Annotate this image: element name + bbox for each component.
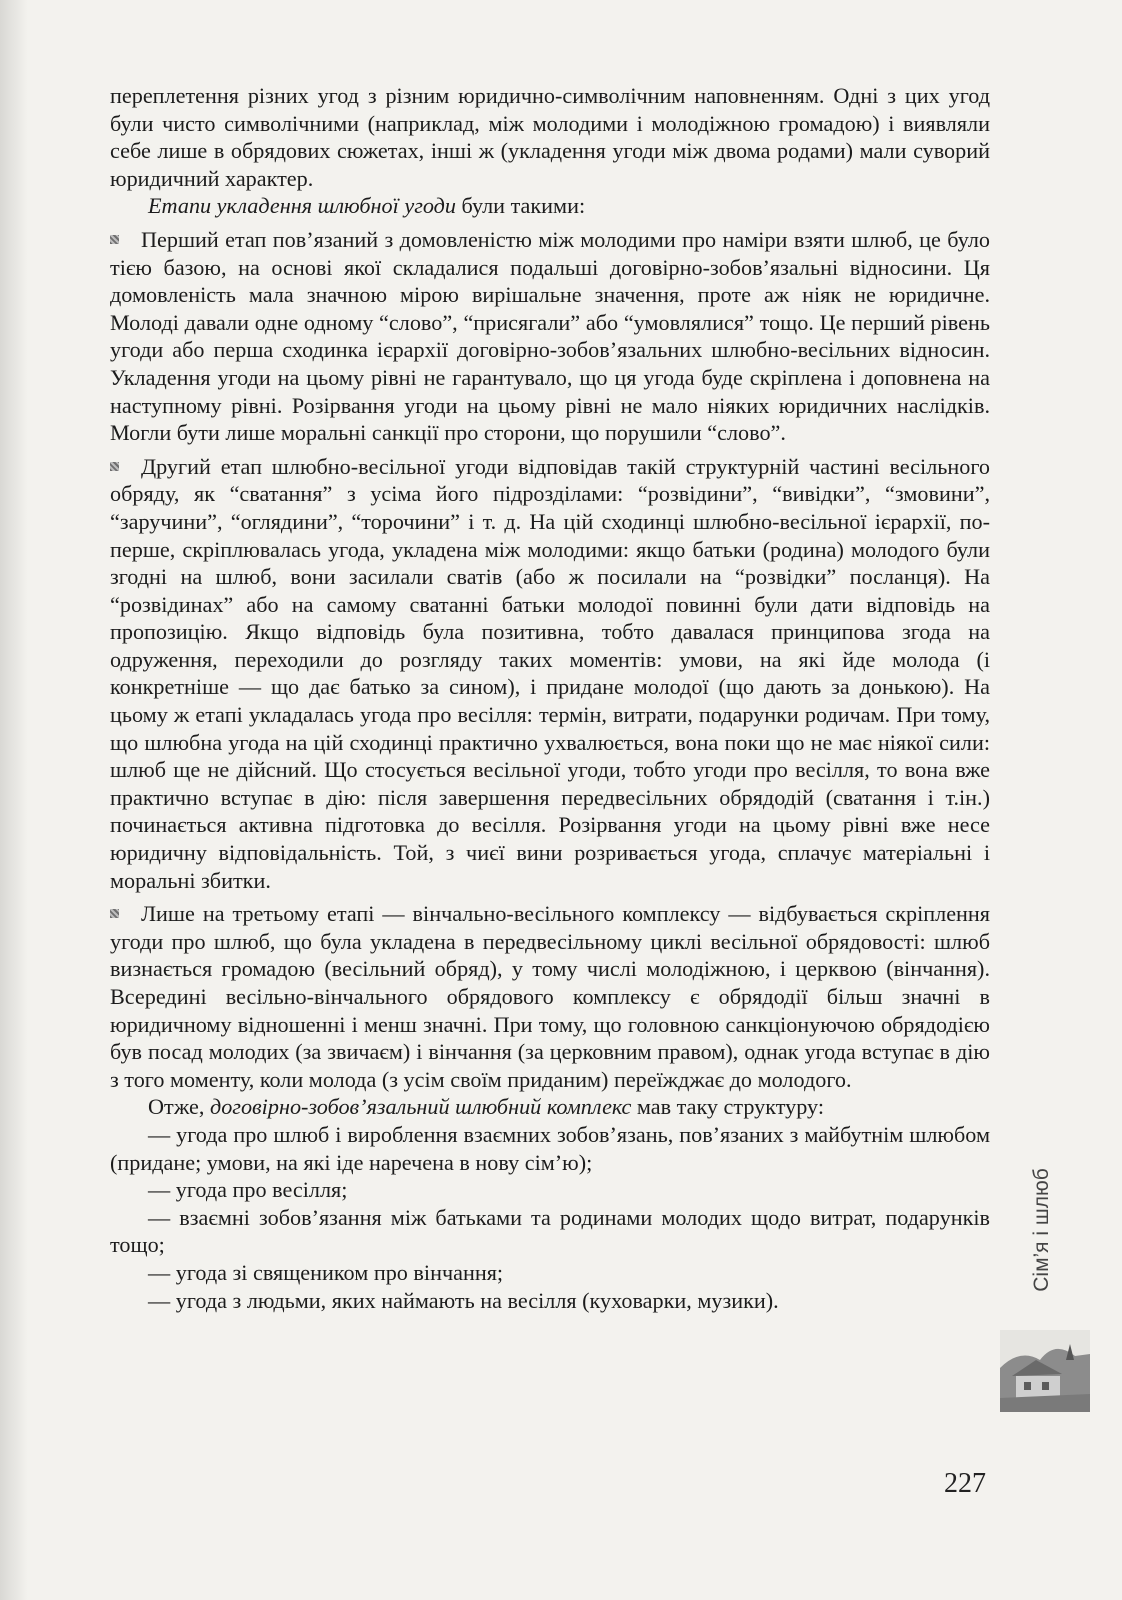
dash-list-item: — угода про весілля; [148, 1177, 348, 1203]
page-number: 227 [944, 1468, 986, 1499]
section-side-label-text: Сім’я і шлюб [1030, 1168, 1053, 1292]
paragraph-stages-heading [110, 192, 990, 220]
bullet-paragraph-1 [110, 226, 990, 447]
bullet-paragraph-2 [110, 453, 990, 895]
square-bullet-icon [110, 235, 119, 244]
house-thumbnail-icon [1000, 1330, 1090, 1412]
bullet-text: Перший етап пов’язаний з домовленістю між молодими про наміри взяти шлюб, це було тією базою, на основі якої складалися подальші договірно-зобов’язальні відносини. Ця домовленість мала значною мірою вирішальне значення, проте аж ніяк не юридичне. Молоді давали одне одному “слово”, “присягали” або “умовлялися” тощо. Це перший рівень угоди або перша сходинка ієрархії договірно-зобов’язальних шлюбно-весільних відносин. Укладення угоди на цьому рівні не гарантувало, що ця угода буде скріплена і доповнена на наступному рівні. Розірвання угоди на цьому рівні не мало ніяких юридичних наслідків. Могли бути лише моральні санкції про сторони, що порушили “слово”. [110, 226, 990, 446]
section-side-label [1022, 1140, 1062, 1320]
paragraph-text: Отже, [148, 1094, 210, 1120]
dash-list-item: — угода зі священиком про вінчання; [148, 1259, 504, 1285]
square-bullet-icon [110, 462, 119, 471]
body-text [110, 82, 990, 1314]
paragraph-text: були такими: [455, 193, 586, 219]
italic-term: договірно-зобов’язальний шлюбний комплекс [209, 1094, 632, 1120]
paragraph-text: мав таку структуру: [631, 1094, 825, 1120]
paragraph-intro: переплетення різних угод з різним юридично-символічним наповненням. Одні з цих угод були чисто символічними (наприклад, між молодими і молодіжною громадою) і виявляли себе лише в обрядових сюжетах, інші ж (укладення угоди між двома родами) мали суворий юридичний характер. [110, 83, 990, 191]
italic-term: Етапи укладення шлюбної угоди [148, 193, 456, 219]
dash-list-item: — угода з людьми, яких наймають на весілля (куховарки, музики). [148, 1287, 779, 1313]
bullet-text: Лише на третьому етапі — вінчально-весільного комплексу — відбувається скріплення угоди про шлюб, що була укладена в передвесільному циклі весільної обрядовості: шлюб визнається громадою (весільний обряд), у тому числі молодіжною, і церквою (вінчання). Всередині весільно-вінчального обрядового комплексу є обрядодії більш значні в юридичному відношенні і менш значні. При тому, що головною санкціонуючою обрядодією був посад молодих (за звичаєм) і вінчання (за церковним правом), однак угода вступає в дію з того моменту, коли молода (з усім своїм приданим) переїжджає до молодого. [110, 901, 990, 1092]
paragraph-structure [110, 1093, 990, 1121]
dash-list-item: — угода про шлюб і вироблення взаємних зобов’язань, пов’язаних з майбутнім шлюбом (придане; умови, на які іде наречена в нову сім’ю); [110, 1121, 990, 1175]
page-edge-shadow [0, 0, 28, 1600]
square-bullet-icon [110, 909, 119, 918]
dash-list-item: — взаємні зобов’язання між батьками та родинами молодих щодо витрат, подарунків тощо; [110, 1204, 990, 1258]
bullet-paragraph-3 [110, 900, 990, 1093]
bullet-text: Другий етап шлюбно-весільної угоди відповідав такій структурній частині весільного обряду, як “сватання” з усіма його підрозділами: “розвідини”, “вивідки”, “змовини”, “заручини”, “оглядини”, “торочини” і т. д. На цій сходинці шлюбно-весільної ієрархії, по-перше, скріплювалась угода, укладена між молодими: якщо батьки (родина) молодого були згодні на шлюб, вони засилали сватів (або ж посилали на “розвідки” посланця). На “розвідинах” або на самому сватанні батьки молодої повинні були дати відповідь на пропозицію. Якщо відповідь була позитивна, тобто давалася принципова згода на одруження, переходили до розгляду таких моментів: умови, на які йде молода (і конкретніше — що дає батько за сином), і придане молодої (що дають за донькою). На цьому ж етапі укладалась угода про весілля: термін, витрати, подарунки родичам. При тому, що шлюбна угода на цій сходинці практично ухвалюється, вона поки що не має ніякої сили: шлюб ще не дійсний. Що стосується весільної угоди, тобто угоди про весілля, то вона вже практично вступає в дію: після завершення передвесільних обрядодій (сватання і т.ін.) починається активна підготовка до весілля. Розірвання угоди на цьому рівні вже несе юридичну відповідальність. Той, з чиєї вини розривається угода, сплачує матеріальні і моральні збитки. [110, 453, 990, 893]
